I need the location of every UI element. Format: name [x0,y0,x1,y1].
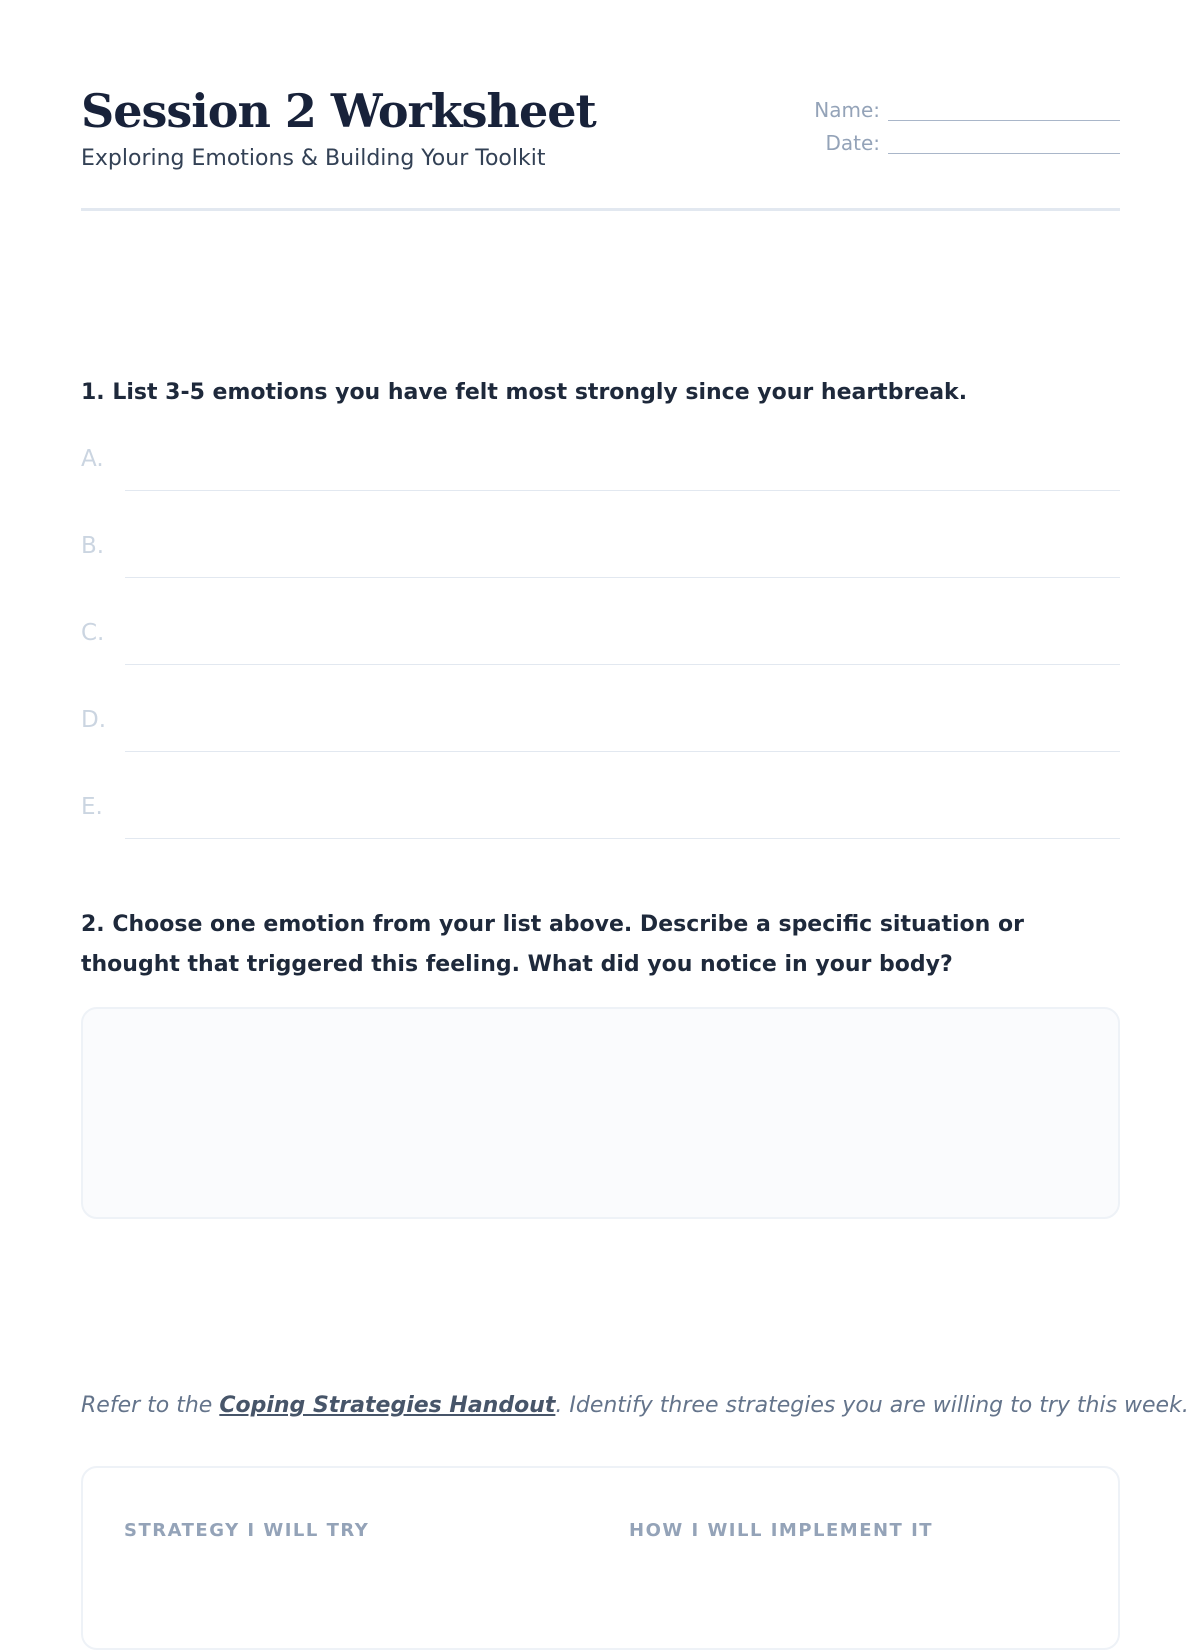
coping-strategies-handout-link[interactable]: Coping Strategies Handout [219,1393,556,1418]
worksheet-header [81,80,1120,210]
strategy-table [81,1466,1120,1650]
column-header-implementation: HOW I WILL IMPLEMENT IT [629,1520,934,1541]
answer-line[interactable] [125,751,1120,752]
instruction-suffix: . Identify three strategies you are willing to try this week. [555,1393,1189,1418]
answer-letter: D. [81,707,107,733]
name-date-fields [800,98,1120,164]
answer-row-b[interactable] [81,526,1120,613]
header-divider [81,208,1120,211]
answer-row-c[interactable] [81,613,1120,700]
column-header-strategy: STRATEGY I WILL TRY [124,1520,370,1541]
worksheet-page [81,0,1189,1600]
date-blank-line[interactable] [888,153,1120,154]
question-2-text: 2. Choose one emotion from your list above. Describe a specific situation or thought that triggered this feeling. What did you notice in your body? [81,912,1024,977]
answer-letter: E. [81,794,103,820]
emotion-answer-list [81,439,1120,874]
answer-letter: B. [81,533,105,559]
answer-line[interactable] [125,664,1120,665]
date-field [800,131,1120,164]
answer-letter: A. [81,446,104,472]
question-1-text: 1. List 3-5 emotions you have felt most strongly since your heartbreak. [81,380,968,405]
answer-line[interactable] [125,838,1120,839]
answer-line[interactable] [125,577,1120,578]
answer-letter: C. [81,620,105,646]
answer-row-d[interactable] [81,700,1120,787]
question-2-section [81,905,1120,985]
date-label: Date: [825,131,880,155]
coping-instruction [81,1393,1189,1418]
situation-answer-box[interactable] [81,1007,1120,1219]
question-1-section [81,373,1120,820]
answer-row-a[interactable] [81,439,1120,526]
answer-row-e[interactable] [81,787,1120,874]
instruction-prefix: Refer to the [81,1393,220,1418]
name-field [800,98,1120,131]
page-title: Session 2 Worksheet [81,84,596,138]
name-label: Name: [814,98,880,122]
page-subtitle: Exploring Emotions & Building Your Toolkit [81,146,546,171]
answer-line[interactable] [125,490,1120,491]
name-blank-line[interactable] [888,120,1120,121]
